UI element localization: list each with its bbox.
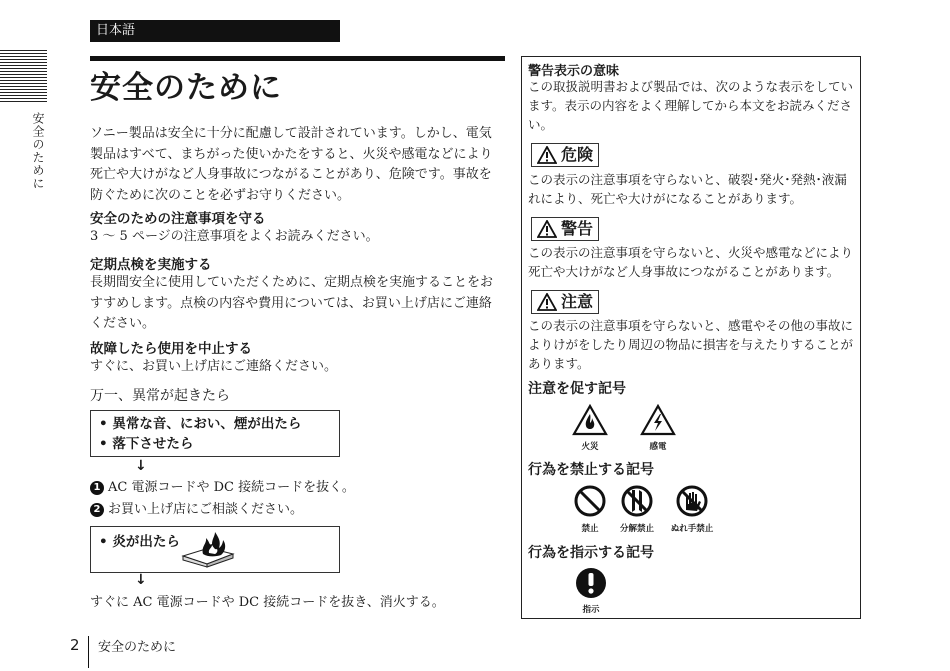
side-stripe-marker	[0, 50, 47, 102]
section-text-safety: 3 ～ 5 ページの注意事項をよくお読みください。	[90, 229, 379, 244]
section-text-failure: すぐに、お買い上げ店にご連絡ください。	[90, 359, 338, 374]
page-number: 2	[70, 636, 80, 654]
sign-label: 危険	[561, 145, 594, 164]
fire-instruction-text: すぐに AC 電源コードや DC 接続コードを抜き、消火する。	[90, 595, 445, 610]
symbol-prohibited	[572, 484, 608, 534]
symbol-no-wet-hands	[664, 484, 720, 534]
caution-description: この表示の注意事項を守らないと、感電やその他の事故によりけがをしたり周辺の物品に損害を与えたりすることがあります。	[528, 318, 854, 371]
warning-sign	[531, 217, 599, 241]
symbol-label: 火災	[581, 442, 599, 452]
sign-label: 警告	[561, 219, 594, 238]
prohibit-symbols-heading: 行為を禁止する記号	[528, 462, 654, 478]
step-text: AC 電源コードや DC 接続コードを抜く。	[108, 480, 355, 495]
fire-warning-icon	[572, 404, 608, 436]
attention-symbols-heading: 注意を促す記号	[528, 381, 626, 397]
emergency-heading: 万一、異常が起きたら	[90, 388, 230, 404]
down-arrow-icon: ↓	[135, 572, 147, 588]
intro-paragraph: ソニー製品は安全に十分に配慮して設計されています。しかし、電気製品はすべて、まちがった使いかたをすると、火災や感電などにより死亡や大けがなど人身事故につながることがあり、危険です。事故を防ぐために次のことを必ずお守りください。	[90, 126, 493, 203]
section-text-inspection: 長期間安全に使用していただくために、定期点検を実施することをおすすめします。点検の内容や費用については、お買い上げ店にご連絡ください。	[90, 275, 494, 331]
symbol-label: 感電	[649, 442, 667, 452]
caution-sign	[531, 290, 599, 314]
condition-item: • 異常な音、におい、煙が出たら	[99, 416, 302, 432]
symbol-label: 分解禁止	[619, 524, 654, 534]
condition-item: • 落下させたら	[99, 436, 194, 452]
danger-sign	[531, 143, 599, 167]
abnormal-conditions-box	[90, 410, 340, 457]
instruct-symbols-heading: 行為を指示する記号	[528, 545, 654, 561]
symbol-instruction	[575, 567, 607, 615]
no-wet-hands-icon	[675, 484, 709, 518]
warning-triangle-icon	[537, 146, 557, 164]
panel-heading: 警告表示の意味	[528, 64, 620, 79]
fire-condition-box	[90, 526, 340, 573]
step-item	[90, 478, 355, 498]
warning-description: この表示の注意事項を守らないと、火災や感電などにより死亡や大けがなど人身事故につながることがあります。	[528, 245, 854, 279]
panel-intro: この取扱説明書および製品では、次のような表示をしています。表示の内容をよく理解してから本文をお読みください。	[528, 79, 854, 132]
symbol-electric-shock	[638, 404, 678, 452]
step-number-icon: 1	[90, 481, 104, 495]
symbol-label: 指示	[582, 605, 600, 615]
burning-device-icon	[179, 530, 237, 568]
footer-title: 安全のために	[98, 640, 177, 655]
electric-shock-warning-icon	[640, 404, 676, 436]
symbol-label: 禁止	[581, 524, 599, 534]
warning-triangle-icon	[537, 293, 557, 311]
mandatory-action-icon	[575, 567, 607, 599]
condition-item: • 炎が出たら	[99, 534, 180, 550]
symbol-label: ぬれ手禁止	[670, 524, 714, 534]
section-heading-safety: 安全のための注意事項を守る	[90, 211, 266, 227]
side-section-label: 安全のために	[31, 112, 45, 190]
warning-triangle-icon	[537, 220, 557, 238]
symbol-no-disassembly	[614, 484, 660, 534]
danger-description: この表示の注意事項を守らないと、破裂･発火･発熱･液漏れにより、死亡や大けがになることがあります。	[528, 172, 847, 206]
footer-divider	[88, 636, 89, 668]
sign-label: 注意	[561, 292, 594, 311]
step-text: お買い上げ店にご相談ください。	[108, 502, 304, 517]
prohibited-icon	[573, 484, 607, 518]
step-item	[90, 500, 303, 520]
symbol-fire	[572, 404, 608, 452]
title-rule	[90, 56, 505, 61]
no-disassembly-icon	[620, 484, 654, 518]
language-tab: 日本語	[90, 20, 340, 42]
down-arrow-icon: ↓	[135, 458, 147, 474]
step-number-icon: 2	[90, 503, 104, 517]
page-title: 安全のために	[90, 70, 282, 106]
section-heading-failure: 故障したら使用を中止する	[90, 341, 252, 357]
section-heading-inspection: 定期点検を実施する	[90, 257, 212, 273]
